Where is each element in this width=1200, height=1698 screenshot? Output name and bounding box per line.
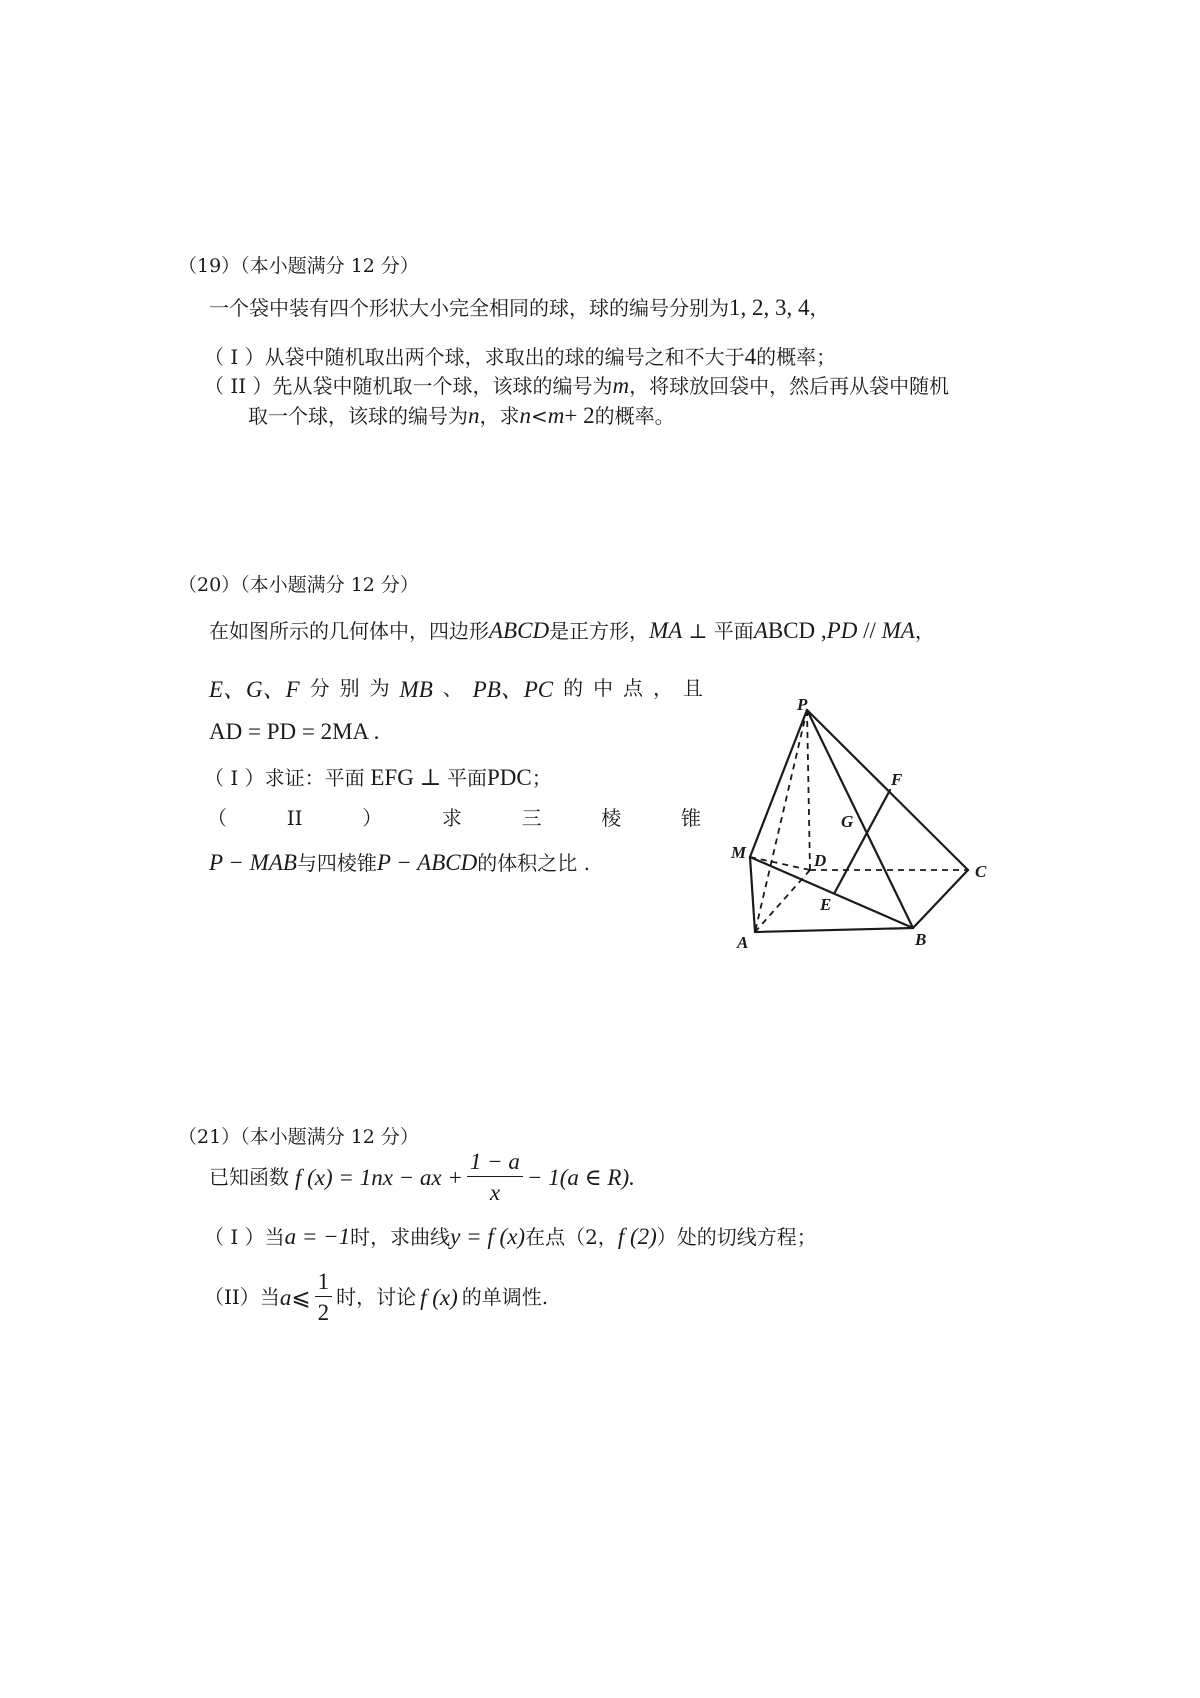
label-m: M bbox=[731, 843, 747, 862]
edge-pc bbox=[807, 710, 968, 870]
q20-part-2-text: 与四棱锥 bbox=[296, 851, 377, 875]
q21-part-2-text-b: 时，讨论 bbox=[336, 1285, 417, 1309]
label-g: G bbox=[841, 812, 854, 831]
q19-part-2-text-c: 取一个球，该球的编号为 bbox=[248, 404, 468, 428]
q20-part-2-cont bbox=[209, 851, 590, 874]
q20-abcd: ABCD bbox=[489, 618, 550, 643]
q19-part-1-num: 4 bbox=[744, 344, 757, 369]
q20-part-1-text: 求证：平面 bbox=[264, 766, 365, 790]
q21-part-2 bbox=[204, 1270, 548, 1324]
q20-ma: MA bbox=[649, 618, 683, 643]
q20-ma2: MA bbox=[881, 618, 915, 643]
q20-word: 且 bbox=[682, 676, 703, 700]
q21-part-1 bbox=[204, 1225, 817, 1248]
edge-mb bbox=[750, 857, 913, 928]
q21-part-1-cond: a = −1 bbox=[284, 1224, 351, 1249]
label-b: B bbox=[915, 930, 927, 949]
q20-parallel: // bbox=[857, 618, 882, 643]
q20-pd: PD bbox=[826, 618, 858, 643]
q20-part-2-mark: II bbox=[286, 806, 303, 830]
q19-part-2-mark: （ II ） bbox=[204, 374, 273, 398]
q20-word: 点 bbox=[623, 676, 644, 700]
q21-header: （21）（本小题满分 12 分） bbox=[178, 1126, 419, 1148]
q19-stem-end: ， bbox=[809, 296, 830, 320]
q19-part-1-end: 的概率； bbox=[756, 345, 837, 369]
edge-pm bbox=[750, 710, 807, 857]
q20-word: 别 bbox=[339, 676, 360, 700]
q20-line-2 bbox=[209, 678, 703, 701]
q21-stem bbox=[209, 1150, 635, 1204]
q21-part-1-text-b: 时，求曲线 bbox=[350, 1225, 451, 1249]
edge-md-hidden bbox=[750, 857, 810, 870]
q21-part-2-numerator: 1 bbox=[315, 1270, 333, 1297]
q21-fraction-denominator: x bbox=[489, 1180, 501, 1205]
q20-mb: MB bbox=[399, 677, 433, 702]
geometry-figure bbox=[720, 690, 1020, 960]
q20-perp: ⊥ 平面 bbox=[682, 619, 754, 643]
q20-word: 中 bbox=[593, 676, 614, 700]
q20-word: 棱 bbox=[601, 806, 622, 830]
label-p: P bbox=[797, 695, 808, 714]
q20-word: ） bbox=[362, 806, 383, 830]
q21-part-2-denominator: 2 bbox=[317, 1300, 330, 1325]
q20-part-2-end: 的体积之比 . bbox=[477, 851, 590, 875]
q20-word: 锥 bbox=[680, 806, 701, 830]
q21-part-2-text: 当 bbox=[259, 1285, 280, 1309]
q19-ineq-m: m bbox=[547, 403, 565, 428]
q21-fraction-numerator: 1 − a bbox=[467, 1150, 523, 1177]
q20-abcd2-a: A bbox=[753, 618, 768, 643]
q20-comma: , bbox=[815, 618, 827, 643]
edge-bc bbox=[913, 870, 968, 928]
label-d: D bbox=[814, 851, 827, 870]
q21-part-1-text: 当 bbox=[264, 1225, 285, 1249]
q20-word: 为 bbox=[369, 676, 390, 700]
q19-part-2-end: 的概率。 bbox=[594, 404, 675, 428]
q20-word: 、 bbox=[442, 676, 463, 700]
q21-part-1-mark: （ I ） bbox=[204, 1225, 265, 1249]
q21-fraction bbox=[467, 1150, 523, 1204]
q19-part-2-text-d: ，求 bbox=[479, 404, 520, 428]
q21-part-2-end: 的单调性. bbox=[461, 1285, 549, 1309]
q21-part-2-var: a bbox=[279, 1284, 292, 1310]
q19-header: （19）（本小题满分 12 分） bbox=[178, 255, 419, 277]
q19-part-1 bbox=[204, 345, 836, 368]
q21-part-2-fx: f (x) bbox=[420, 1284, 458, 1310]
q21-part-1-curve: y = f (x) bbox=[450, 1224, 526, 1249]
q21-part-1-point: f (2) bbox=[617, 1224, 657, 1249]
label-c: C bbox=[975, 862, 987, 881]
q21-part-2-mark: （II） bbox=[204, 1285, 260, 1309]
q20-word: （ bbox=[207, 806, 227, 830]
q21-function: f (x) = 1nx − ax + bbox=[295, 1164, 463, 1190]
q19-part-1-mark: （ I ） bbox=[204, 345, 265, 369]
q19-var-n: n bbox=[468, 403, 480, 428]
q20-pb-pc: PB、PC bbox=[472, 677, 554, 702]
q19-part-2-text-b: ，将球放回袋中，然后再从袋中随机 bbox=[629, 374, 950, 398]
q20-word: ， bbox=[652, 676, 673, 700]
q19-part-2-text: 先从袋中随机取一个球，该球的编号为 bbox=[272, 374, 613, 398]
q20-part-1 bbox=[204, 766, 552, 789]
q19-ineq-plus: + 2 bbox=[564, 403, 595, 428]
q19-ineq-lt: < bbox=[531, 404, 548, 428]
q19-part-2 bbox=[204, 374, 949, 397]
q20-word: 分 bbox=[309, 676, 330, 700]
q20-word: 求 bbox=[441, 806, 462, 830]
q20-pyramid-pmab: P − MAB bbox=[209, 850, 297, 875]
q20-header: （20）（本小题满分 12 分） bbox=[178, 574, 419, 596]
q19-ineq-n: n bbox=[519, 403, 531, 428]
q20-word: 的 bbox=[563, 676, 584, 700]
q20-efg: E、G、F bbox=[209, 677, 300, 702]
q21-part-1-end: ）处的切线方程； bbox=[656, 1225, 817, 1249]
q20-stem-end: ， bbox=[914, 619, 935, 643]
edge-ma bbox=[750, 857, 755, 932]
q19-var-m: m bbox=[612, 373, 630, 398]
q21-part-2-fraction bbox=[315, 1270, 333, 1324]
label-e: E bbox=[820, 895, 832, 914]
q20-pyramid-pabcd: P − ABCD bbox=[376, 850, 478, 875]
q20-part-2 bbox=[207, 808, 701, 828]
q21-stem-text: 已知函数 bbox=[209, 1165, 289, 1189]
q20-stem bbox=[209, 619, 935, 642]
q20-part-1-text-b: 平面 bbox=[446, 766, 487, 790]
q20-part-1-mark: （ I ） bbox=[204, 766, 265, 790]
edge-ab bbox=[755, 928, 913, 932]
q20-abcd2-bcd: BCD bbox=[767, 618, 816, 643]
q19-stem-text: 一个袋中装有四个形状大小完全相同的球，球的编号分别为 bbox=[209, 296, 729, 320]
q21-part-2-le: ⩽ bbox=[291, 1284, 311, 1310]
q19-part-2-cont bbox=[248, 404, 675, 427]
q19-ball-numbers: 1, 2, 3, 4 bbox=[729, 295, 810, 320]
q20-part-1-end: ； bbox=[531, 766, 552, 790]
edge-da-hidden bbox=[755, 870, 810, 932]
q20-part-1-efg: EFG ⊥ bbox=[364, 765, 447, 790]
q20-word: 三 bbox=[521, 806, 542, 830]
edge-fe bbox=[835, 790, 890, 892]
q20-condition: AD = PD = 2MA . bbox=[209, 719, 380, 744]
label-f: F bbox=[891, 770, 903, 789]
q20-stem-text-b: 是正方形， bbox=[549, 619, 650, 643]
q19-stem bbox=[209, 296, 830, 319]
q21-function-tail: − 1(a ∈ R). bbox=[526, 1164, 635, 1190]
q21-part-1-text-c: 在点（2， bbox=[525, 1225, 618, 1249]
label-a: A bbox=[737, 933, 749, 952]
q20-part-1-pdc: PDC bbox=[486, 765, 532, 790]
q19-part-1-text: 从袋中随机取出两个球，求取出的球的编号之和不大于 bbox=[264, 345, 745, 369]
q20-stem-text: 在如图所示的几何体中，四边形 bbox=[209, 619, 489, 643]
edge-pd-hidden bbox=[807, 710, 810, 870]
